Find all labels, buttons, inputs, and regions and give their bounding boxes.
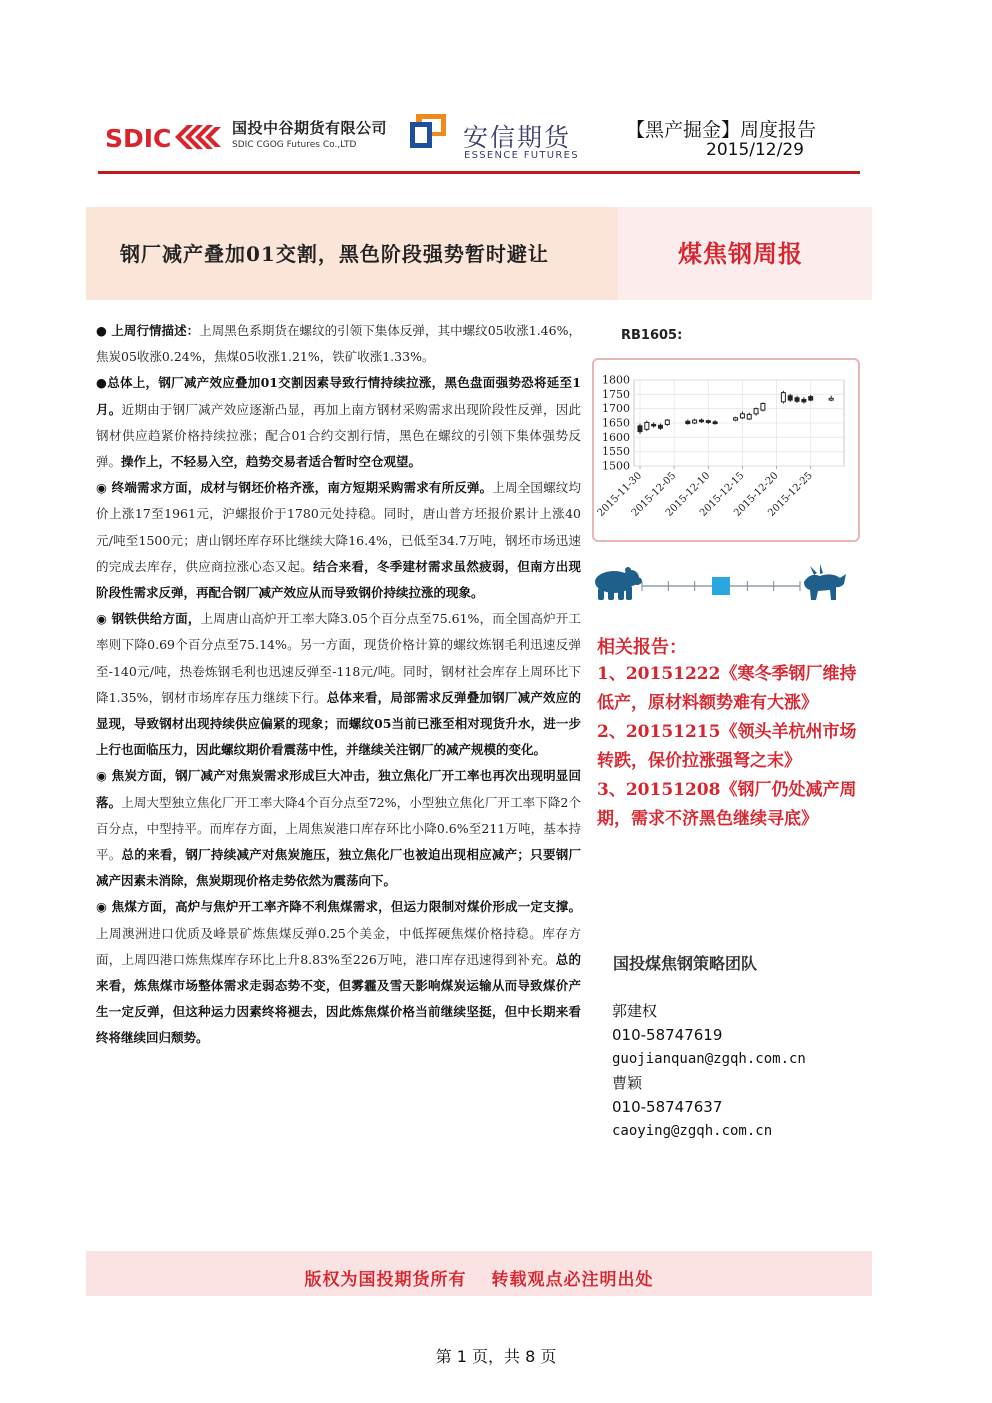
report-date: 2015/12/29 (706, 140, 804, 160)
candle-body (761, 404, 765, 411)
candle-body (686, 421, 690, 423)
rb1605-candlestick-chart (592, 358, 860, 542)
candle-body (713, 422, 717, 424)
candle-body (781, 393, 785, 402)
candle-body (665, 420, 669, 424)
candle-body (734, 418, 738, 420)
x-tick-label: 2015-11-30 (595, 470, 645, 519)
candle-body (645, 422, 649, 429)
related-report-item[interactable]: 1、20151222《寒冬季钢厂维持低产，原材料额势难有大涨》 (597, 664, 857, 713)
analyst-phone: 010-58747637 (612, 1098, 723, 1116)
report-title: 钢厂减产叠加01交割，黑色阶段强势暂时避让 (120, 242, 549, 266)
bull-icon (804, 564, 846, 600)
candle-body (638, 426, 642, 432)
copyright-band (86, 1251, 872, 1296)
analyst-email[interactable]: guojianquan@zgqh.com.cn (612, 1051, 806, 1067)
candle-body (754, 409, 758, 414)
gauge-marker (712, 577, 730, 595)
page-number: 第 1 页，共 8 页 (435, 1347, 557, 1366)
related-report-item[interactable]: 3、20151208《钢厂仍处减产周期，需求不济黑色继续寻底》 (597, 780, 857, 829)
y-tick-label: 1800 (602, 373, 630, 387)
paragraph-coking-coal: ◉ 焦煤方面，高炉与焦炉开工率齐降不利焦煤需求，但运力限制对煤价形成一定支撑。上周澳洲进口优质及峰景矿炼焦煤反弹0.25个美金，中低挥硬焦煤价格持稳。库存方面，上周四港口炼焦煤库存环比上升8.83%至226万吨，港口库存迅速得到补充。总的来看，炼焦煤市场整体需求走弱态势不变，但雾霾及雪天影响煤炭运输从而导致煤价产生一定反弹，但这种运力因素终将褪去，因此炼焦煤价格当前继续坚挺，但中长期来看终将继续回归颓势。 (96, 899, 581, 1046)
y-tick-label: 1600 (602, 430, 630, 444)
paragraph-market-review: ● 上周行情描述：上周黑色系期货在螺纹的引领下集体反弹，其中螺纹05收涨1.46%，焦炭05收涨0.24%，焦煤05收涨1.21%，铁矿收涨1.33%。 (96, 323, 581, 365)
y-tick-label: 1500 (602, 459, 630, 473)
candle-body (788, 396, 792, 400)
candle-body (740, 414, 744, 418)
bear-icon (595, 567, 642, 600)
header-divider (98, 171, 860, 174)
essence-logo-icon (408, 112, 452, 152)
team-contacts (612, 999, 806, 1143)
candle-body (706, 421, 710, 423)
candle-body (693, 420, 697, 423)
report-type: 【黑产掘金】周度报告 (626, 119, 817, 141)
x-tick-label: 2015-12-15 (697, 470, 747, 519)
sdic-logo-text: SDIC (105, 124, 172, 153)
report-header (0, 0, 992, 180)
candle-body (809, 397, 813, 400)
market-commentary (96, 318, 581, 1052)
y-tick-label: 1700 (602, 402, 630, 416)
x-tick-label: 2015-12-25 (766, 470, 815, 519)
chart-title: RB1605: (621, 328, 683, 343)
related-reports-list (597, 660, 859, 834)
weekly-tag: 煤焦钢周报 (678, 240, 803, 268)
analyst-email[interactable]: caoying@zgqh.com.cn (612, 1123, 773, 1139)
candle-body (795, 398, 799, 401)
paragraph-steel-supply: ◉ 钢铁供给方面，上周唐山高炉开工率大降3.05个百分点至75.61%，而全国高炉开工率则下降0.69个百分点至75.14%。另一方面，现货价格计算的螺纹炼钢毛利迅速反弹至-140元/吨，热卷炼钢毛利也迅速反弹至-118元/吨。同时，钢材社会库存上周环比下降1.35%，钢材市场库存压力继续下行。总体来看，局部需求反弹叠加钢厂减产效应的显现，导致钢材出现持续供应偏紧的现象；而螺纹05当前已涨至相对现货升水，进一步上行也面临压力，因此螺纹期价看震荡中性，并继续关注钢厂的减产规模的变化。 (96, 611, 581, 758)
x-tick-label: 2015-12-05 (629, 470, 679, 519)
sdic-company-name: 国投中谷期货有限公司 (232, 119, 388, 137)
x-tick-label: 2015-12-20 (732, 470, 781, 519)
related-reports-heading: 相关报告： (597, 637, 687, 658)
paragraph-terminal-demand: ◉ 终端需求方面，成材与钢坯价格齐涨，南方短期采购需求有所反弹。上周全国螺纹均价上涨17至1961元，沪螺报价于1780元处持稳。同时，唐山普方坯报价累计上涨40元/吨至1500元；唐山钢坯库存环比继续大降16.4%，已低至34.7万吨，钢坯市场迅速的完成去库存，供应商拉涨心态又起。结合来看，冬季建材需求虽然疲弱，但南方出现阶段性需求反弹，再配合钢厂减产效应从而导致钢价持续拉涨的现象。 (96, 480, 581, 601)
y-tick-label: 1750 (602, 387, 630, 401)
candle-body (747, 414, 751, 419)
candle-body (658, 425, 662, 428)
paragraph-overall-view: ●总体上，钢厂减产效应叠加01交割因素导致行情持续拉涨，黑色盘面强势恐将延至1月。近期由于钢厂减产效应逐渐凸显，再加上南方钢材采购需求出现阶段性反弹，因此钢材供应趋紧价格持续拉涨；配合01合约交割行情，黑色在螺纹的引领下集体强势反弹。操作上，不轻易入空，趋势交易者适合暂时空仓观望。 (96, 375, 581, 470)
copyright-text: 版权为国投期货所有 转载观点必注明出处 (304, 1270, 654, 1290)
x-tick-label: 2015-12-10 (663, 470, 713, 519)
sdic-company-name-en: SDIC CGOG Futures Co.,LTD (232, 140, 357, 150)
bull-bear-gauge (588, 560, 848, 612)
essence-name: 安信期货 (463, 123, 572, 152)
analyst-phone: 010-58747619 (612, 1026, 723, 1044)
paragraph-coke: ◉ 焦炭方面，钢厂减产对焦炭需求形成巨大冲击，独立焦化厂开工率也再次出现明显回落。上周大型独立焦化厂开工率大降4个百分点至72%，小型独立焦化厂开工率下降2个百分点，中型持平。而库存方面，上周焦炭港口库存环比小降0.6%至211万吨，基本持平。总的来看，钢厂持续减产对焦炭施压，独立焦化厂也被迫出现相应减产；只要钢厂减产因素未消除，焦炭期现价格走势依然为震荡向下。 (96, 768, 581, 889)
analyst-name: 郭建权 (612, 1002, 658, 1020)
chart-canvas (594, 360, 858, 540)
analyst-name: 曹颖 (612, 1074, 643, 1092)
related-report-item[interactable]: 2、20151215《领头羊杭州市场转跌，保价拉涨强弩之末》 (597, 722, 857, 771)
y-tick-label: 1650 (602, 416, 630, 430)
sdic-logo (105, 118, 223, 156)
team-title: 国投煤焦钢策略团队 (613, 954, 758, 973)
candle-body (802, 399, 806, 401)
candle-body (829, 398, 833, 400)
candle-body (699, 420, 703, 422)
candle-body (652, 424, 656, 426)
y-tick-label: 1550 (602, 445, 630, 459)
essence-name-en: ESSENCE FUTURES (464, 150, 579, 161)
